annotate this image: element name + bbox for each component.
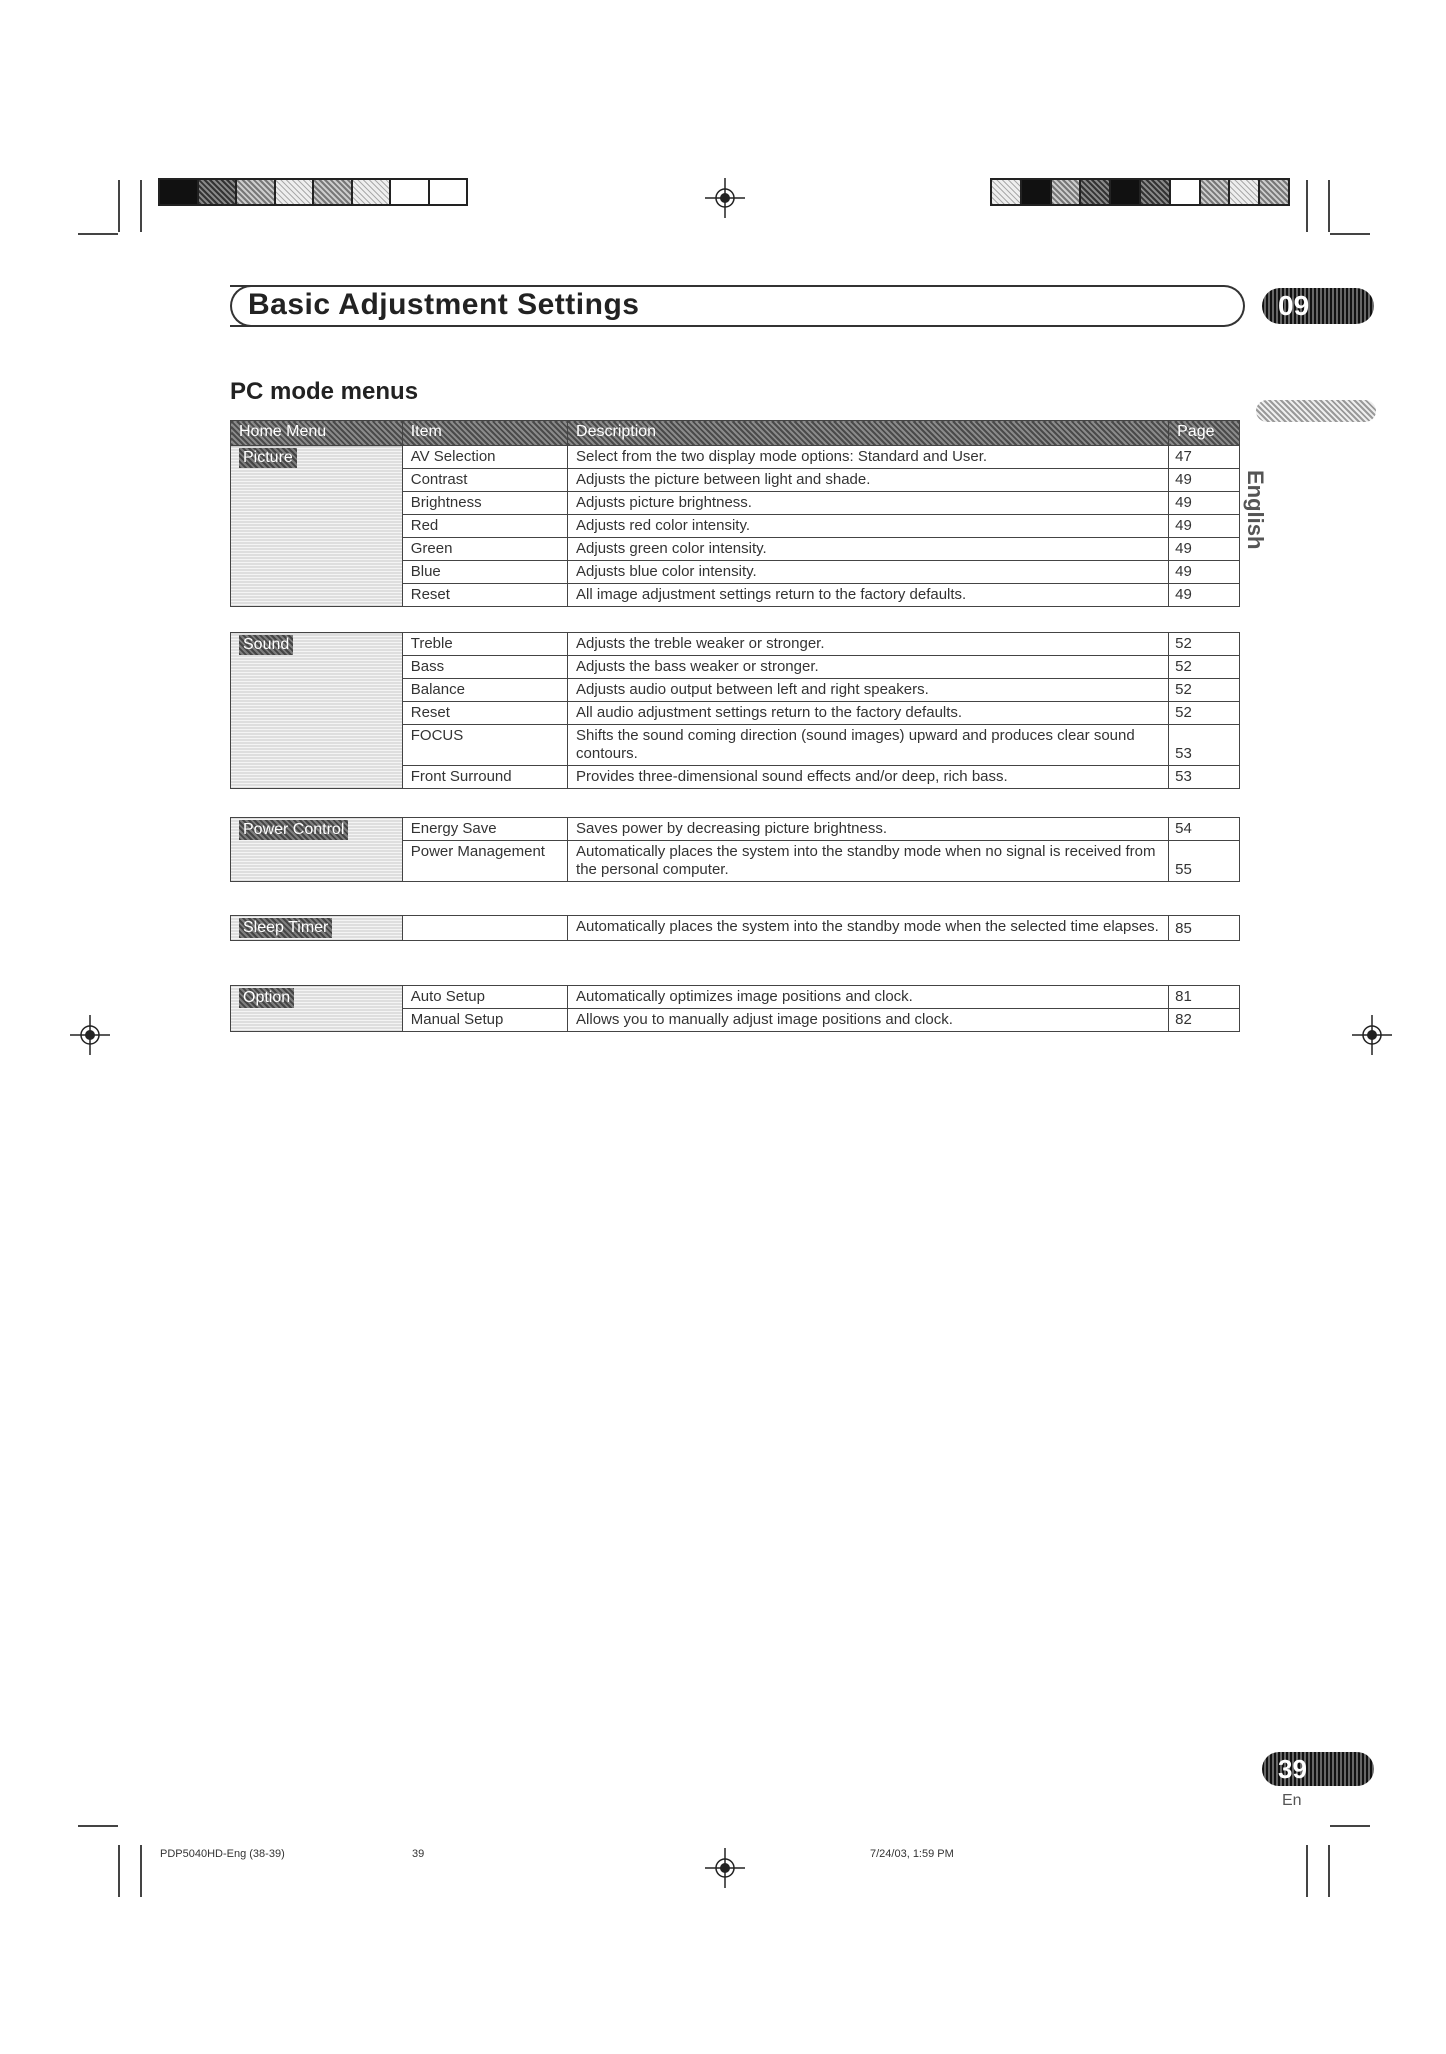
description-cell: Select from the two display mode options: Standard and User. bbox=[568, 446, 1169, 469]
item-cell: AV Selection bbox=[402, 446, 567, 469]
description-cell: Adjusts picture brightness. bbox=[568, 492, 1169, 515]
description-cell: Saves power by decreasing picture brightness. bbox=[568, 818, 1169, 841]
home-menu-cell bbox=[231, 986, 403, 1032]
table-row bbox=[231, 633, 1240, 656]
description-cell: Adjusts the picture between light and shade. bbox=[568, 469, 1169, 492]
description-cell: All image adjustment settings return to the factory defaults. bbox=[568, 584, 1169, 607]
description-cell: Provides three-dimensional sound effects and/or deep, rich bass. bbox=[568, 766, 1169, 789]
item-cell: Bass bbox=[402, 656, 567, 679]
page-cell: 49 bbox=[1169, 538, 1240, 561]
header-page: Page bbox=[1169, 421, 1240, 446]
table-row bbox=[231, 916, 1240, 941]
description-cell: Automatically places the system into the standby mode when no signal is received from the personal computer. bbox=[568, 841, 1169, 882]
registration-mark-left bbox=[70, 1015, 110, 1055]
page-cell: 49 bbox=[1169, 561, 1240, 584]
footer-timestamp: 7/24/03, 1:59 PM bbox=[870, 1848, 954, 1860]
description-cell: All audio adjustment settings return to the factory defaults. bbox=[568, 702, 1169, 725]
table-header-row bbox=[231, 421, 1240, 446]
table-row bbox=[231, 446, 1240, 469]
header-home-menu: Home Menu bbox=[231, 421, 403, 446]
page-cell: 55 bbox=[1169, 841, 1240, 882]
page-cell: 81 bbox=[1169, 986, 1240, 1009]
description-cell: Allows you to manually adjust image positions and clock. bbox=[568, 1009, 1169, 1032]
chapter-badge: 09 bbox=[1262, 288, 1374, 324]
page-cell: 49 bbox=[1169, 469, 1240, 492]
item-cell: Balance bbox=[402, 679, 567, 702]
page-cell: 49 bbox=[1169, 584, 1240, 607]
home-menu-label: Sleep Timer bbox=[239, 918, 332, 938]
registration-mark-top bbox=[705, 178, 745, 218]
home-menu-label: Sound bbox=[239, 635, 293, 655]
page-title: Basic Adjustment Settings bbox=[248, 288, 640, 321]
home-menu-label: Option bbox=[239, 988, 294, 1008]
home-menu-label: Power Control bbox=[239, 820, 348, 840]
page-cell: 53 bbox=[1169, 725, 1240, 766]
home-menu-label: Picture bbox=[239, 448, 297, 468]
home-menu-cell bbox=[231, 916, 403, 941]
item-cell: FOCUS bbox=[402, 725, 567, 766]
section-title: PC mode menus bbox=[230, 378, 419, 405]
description-cell: Adjusts red color intensity. bbox=[568, 515, 1169, 538]
header-description: Description bbox=[568, 421, 1169, 446]
home-menu-cell bbox=[231, 818, 403, 882]
description-cell: Adjusts blue color intensity. bbox=[568, 561, 1169, 584]
page-cell: 82 bbox=[1169, 1009, 1240, 1032]
page-cell: 52 bbox=[1169, 679, 1240, 702]
power-control-menu-table bbox=[230, 817, 1240, 882]
page-number-badge: 39 bbox=[1262, 1752, 1374, 1786]
page-cell: 53 bbox=[1169, 766, 1240, 789]
page-cell: 52 bbox=[1169, 702, 1240, 725]
item-cell: Front Surround bbox=[402, 766, 567, 789]
color-bar-right bbox=[990, 178, 1290, 206]
item-cell: Treble bbox=[402, 633, 567, 656]
registration-mark-bottom bbox=[705, 1848, 745, 1888]
sound-menu-table bbox=[230, 632, 1240, 789]
description-cell: Adjusts the treble weaker or stronger. bbox=[568, 633, 1169, 656]
page-cell: 49 bbox=[1169, 515, 1240, 538]
footer-filename: PDP5040HD-Eng (38-39) bbox=[160, 1848, 285, 1860]
item-cell: Manual Setup bbox=[402, 1009, 567, 1032]
item-cell: Reset bbox=[402, 584, 567, 607]
description-cell: Adjusts the bass weaker or stronger. bbox=[568, 656, 1169, 679]
item-cell: Red bbox=[402, 515, 567, 538]
item-cell: Contrast bbox=[402, 469, 567, 492]
item-cell bbox=[402, 916, 567, 941]
table-row bbox=[231, 986, 1240, 1009]
page-cell: 52 bbox=[1169, 656, 1240, 679]
item-cell: Energy Save bbox=[402, 818, 567, 841]
option-menu-table bbox=[230, 985, 1240, 1032]
page-language: En bbox=[1282, 1792, 1302, 1809]
item-cell: Auto Setup bbox=[402, 986, 567, 1009]
footer-folio: 39 bbox=[412, 1848, 425, 1860]
description-cell: Automatically places the system into the standby mode when the selected time elapses. bbox=[568, 916, 1169, 941]
description-cell: Adjusts audio output between left and right speakers. bbox=[568, 679, 1169, 702]
page-cell: 85 bbox=[1169, 916, 1240, 941]
picture-menu-table bbox=[230, 420, 1240, 607]
page-cell: 49 bbox=[1169, 492, 1240, 515]
item-cell: Blue bbox=[402, 561, 567, 584]
page-cell: 47 bbox=[1169, 446, 1240, 469]
item-cell: Brightness bbox=[402, 492, 567, 515]
color-bar-left bbox=[158, 178, 468, 206]
registration-mark-right bbox=[1352, 1015, 1392, 1055]
table-row bbox=[231, 818, 1240, 841]
sleep-timer-menu-table bbox=[230, 915, 1240, 941]
item-cell: Green bbox=[402, 538, 567, 561]
page-cell: 54 bbox=[1169, 818, 1240, 841]
language-label: English bbox=[1243, 470, 1268, 550]
home-menu-cell bbox=[231, 633, 403, 789]
description-cell: Shifts the sound coming direction (sound images) upward and produces clear sound contours. bbox=[568, 725, 1169, 766]
page-cell: 52 bbox=[1169, 633, 1240, 656]
item-cell: Reset bbox=[402, 702, 567, 725]
item-cell: Power Management bbox=[402, 841, 567, 882]
description-cell: Adjusts green color intensity. bbox=[568, 538, 1169, 561]
description-cell: Automatically optimizes image positions and clock. bbox=[568, 986, 1169, 1009]
home-menu-cell bbox=[231, 446, 403, 607]
header-item: Item bbox=[402, 421, 567, 446]
language-tab bbox=[1256, 400, 1376, 422]
